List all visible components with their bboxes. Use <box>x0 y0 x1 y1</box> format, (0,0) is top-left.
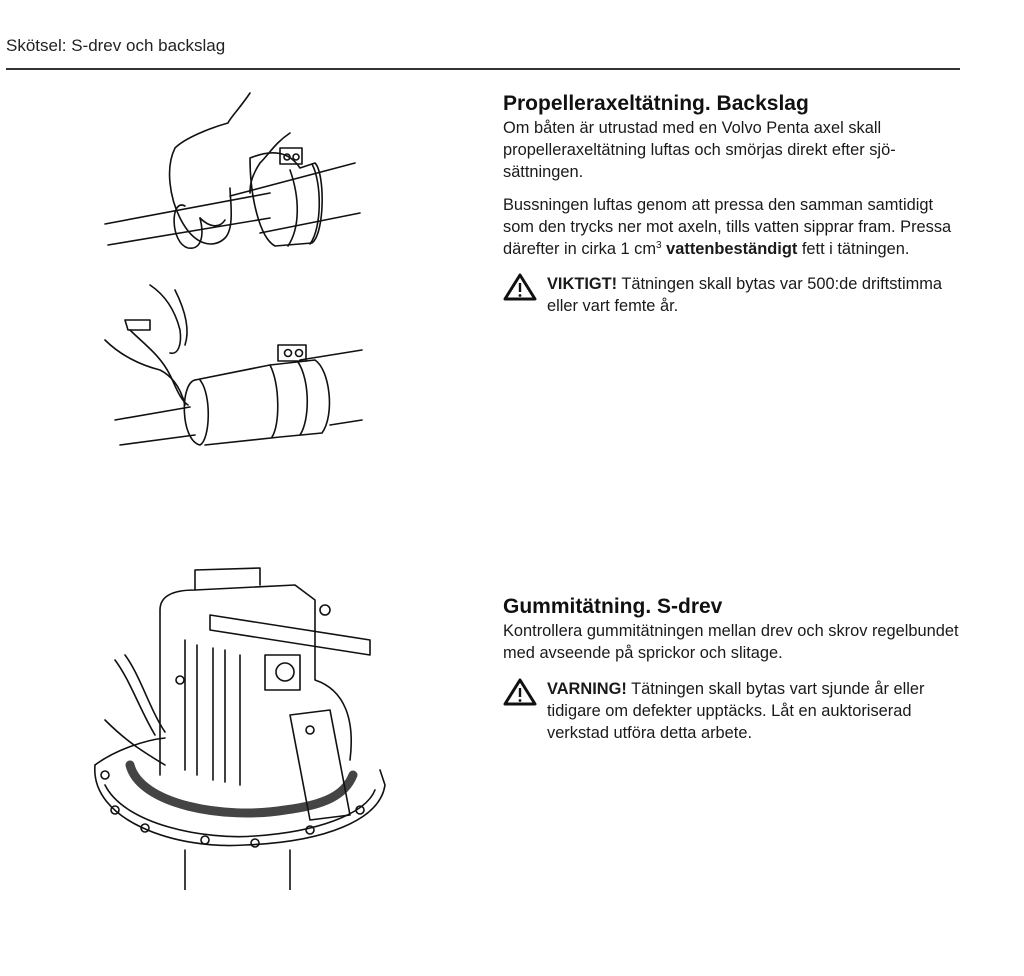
emphasis-text: vattenbeständigt <box>661 240 798 258</box>
notice-text: Tätningen skall bytas var 500:de driftstimma eller vart femte år. <box>547 275 943 315</box>
illustration-s-drive-rubber-seal <box>85 560 395 890</box>
warning-notice <box>503 678 963 744</box>
illustration-greasing-shaft-seal <box>100 275 370 460</box>
paragraph: Om båten är utrustad med en Volvo Penta axel skall propelleraxeltätning luftas och smörjas direkt efter sjösättningen. <box>503 119 896 181</box>
important-notice <box>503 273 963 317</box>
warning-triangle-icon <box>503 678 537 706</box>
section-heading: Gummitätning. S-drev <box>503 595 723 618</box>
paragraph: Kontrollera gummitätningen mellan drev och skrov regelbundet med avseende på sprickor och slitage. <box>503 622 959 662</box>
paragraph <box>503 194 963 260</box>
paragraph-text: fett i tätningen. <box>797 240 910 258</box>
section-rubber-seal <box>503 594 963 744</box>
superscript: 3 <box>656 240 662 251</box>
paragraph-text: Bussningen luftas genom att pressa den samman samtidigt som den trycks ner mot axeln, tills vatten sipprar fram. Pressa därefter in cirka 1 cm <box>503 196 952 258</box>
illustration-hand-pressing-shaft-seal <box>100 88 370 263</box>
page-header-title: Skötsel: S-drev och backslag <box>6 36 226 55</box>
notice-label: VARNING! <box>547 680 627 698</box>
notice-text: Tätningen skall bytas vart sjunde år eller tidigare om defekter upptäcks. Låt en auktoriserad verkstad utföra detta arbete. <box>547 680 925 742</box>
section-heading: Propelleraxeltätning. Backslag <box>503 92 809 115</box>
notice-label: VIKTIGT! <box>547 275 618 293</box>
warning-triangle-icon <box>503 273 537 301</box>
header-divider <box>6 68 960 70</box>
section-propeller-shaft-seal <box>503 91 963 317</box>
